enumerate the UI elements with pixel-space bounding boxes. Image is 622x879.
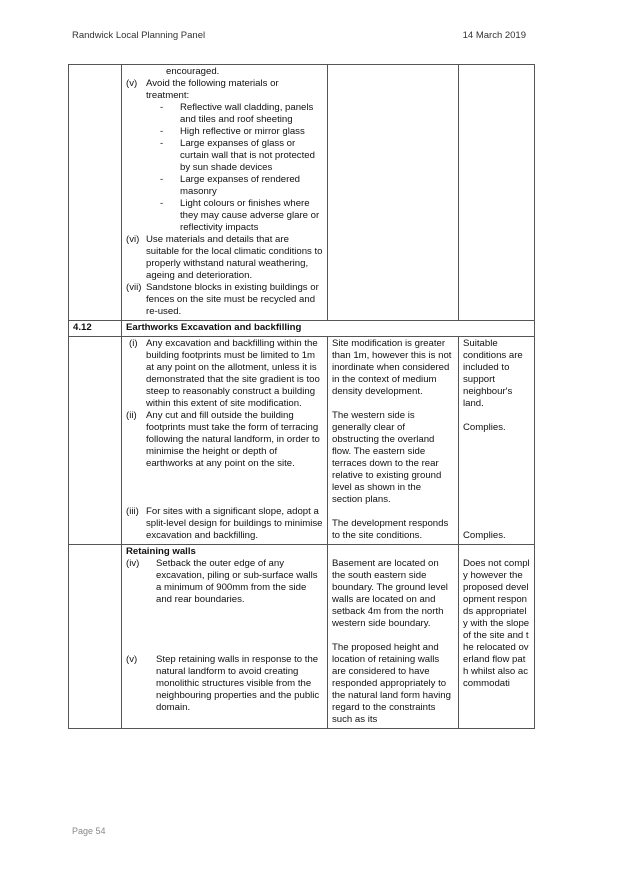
dash-item: - High reflective or mirror glass: [160, 126, 305, 137]
list-item: (iv) Setback the outer edge of any excavation, piling or sub-surface walls a minimum of 900mm from the side and rear boundaries.: [126, 558, 318, 605]
number-cell: [69, 545, 122, 729]
subheading: Retaining walls: [126, 546, 196, 557]
list-item: (vi) Use materials and details that are suitable for the local climatic conditions to properly withstand natural weathering, ageing and deterioration.: [126, 234, 323, 281]
dash-item: - Light colours or finishes where they may cause adverse glare or reflectivity impacts: [160, 198, 320, 233]
comment-cell: [328, 545, 459, 729]
list-item: (v) Avoid the following materials or treatment:: [126, 78, 279, 101]
comment-text: Basement are located on the south eastern side boundary. The ground level walls are located on and setback 4m from the north western side boundary.: [332, 558, 448, 629]
continued-text: encouraged.: [166, 66, 220, 77]
dash-item: - Large expanses of glass or curtain wall that is not protected by sun shade devices: [160, 138, 315, 173]
result-text: Does not comply however the proposed development responds appropriately with the slope of the site and the relocated overland flow path whilst also accommodati: [463, 558, 530, 689]
comment-text: The development responds to the site conditions.: [332, 518, 449, 541]
table-row: [69, 321, 535, 337]
control-cell: [122, 65, 328, 321]
header-date: 14 March 2019: [462, 30, 526, 41]
result-text: Complies.: [463, 422, 506, 433]
list-item: (v) Step retaining walls in response to the natural landform to avoid creating monolithic structures visible from the neighbouring properties and the public domain.: [126, 654, 320, 713]
control-cell: [122, 337, 328, 545]
comment-text: Site modification is greater than 1m, however this is not inordinate when considered in the context of medium density development.: [332, 338, 452, 397]
controls-table: [68, 64, 535, 729]
table-row: [69, 337, 535, 545]
list-item: (ii) Any cut and fill outside the building footprints must take the form of terracing following the natural landform, in order to minimise the height or depth of earthworks at any point on the site.: [126, 410, 320, 469]
result-cell: [459, 337, 535, 545]
result-text: Suitable conditions are included to support neighbour's land.: [463, 338, 523, 409]
comment-cell: [328, 337, 459, 545]
number-cell: [69, 337, 122, 545]
comment-text: The proposed height and location of retaining walls are considered to have responded appropriately to the natural land form having regard to the constraints such as its: [332, 642, 451, 725]
comment-cell: [328, 65, 459, 321]
page-number: Page 54: [72, 826, 106, 836]
number-cell: [69, 65, 122, 321]
dash-item: - Reflective wall cladding, panels and tiles and roof sheeting: [160, 102, 314, 125]
table-row: [69, 65, 535, 321]
table-row: [69, 545, 535, 729]
dash-item: - Large expanses of rendered masonry: [160, 174, 301, 197]
header-title: Randwick Local Planning Panel: [72, 30, 206, 41]
list-item: (iii) For sites with a significant slope, adopt a split-level design for buildings to minimise excavation and backfilling.: [126, 506, 323, 541]
section-number: 4.12: [69, 321, 122, 337]
result-cell: [459, 65, 535, 321]
section-heading: Earthworks Excavation and backfilling: [122, 321, 535, 337]
list-item: (i) Any excavation and backfilling within the building footprints must be limited to 1m at any point on the allotment, unless it is demonstrated that the site gradient is too steep to reasonably construct a building within this extent of site modification.: [129, 338, 320, 409]
result-cell: [459, 545, 535, 729]
control-cell: [122, 545, 328, 729]
comment-text: The western side is generally clear of obstructing the overland flow. The eastern side terraces down to the rear relative to existing ground level as shown in the section plans.: [332, 410, 442, 505]
result-text: Complies.: [463, 530, 506, 541]
list-item: (vii) Sandstone blocks in existing buildings or fences on the site must be recycled and re-used.: [126, 282, 319, 317]
